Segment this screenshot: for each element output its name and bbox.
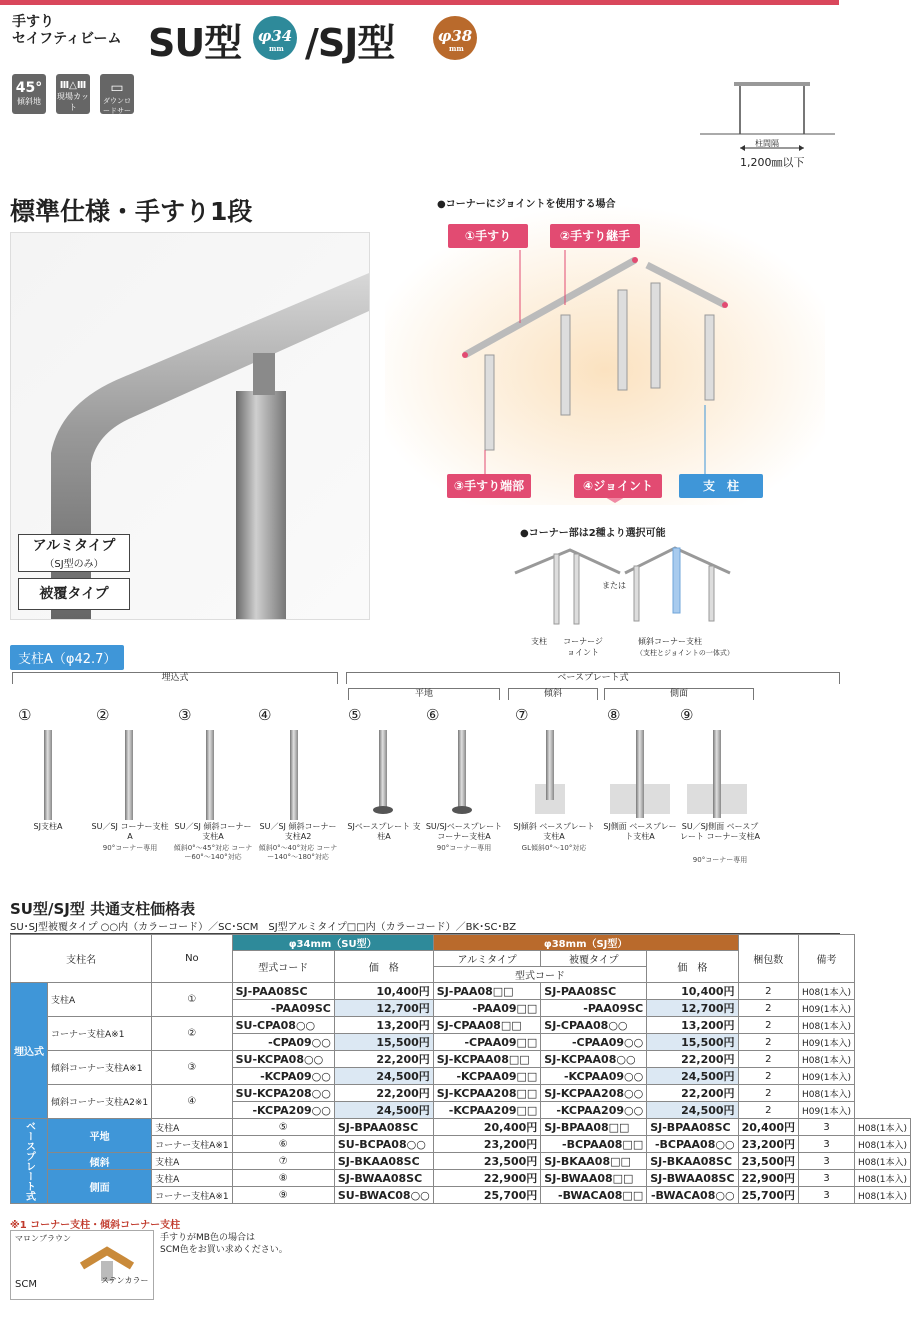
row-name: 支柱A bbox=[152, 1170, 232, 1187]
su-code: SU-KCPA08○○ bbox=[232, 1051, 334, 1068]
su-code: SJ-BWAA08SC bbox=[334, 1170, 433, 1187]
pack-count: 3 bbox=[799, 1119, 855, 1136]
alumi-type-sub: （SJ型のみ） bbox=[44, 559, 104, 570]
label-handrail: ①手すり bbox=[448, 224, 528, 248]
pack-count: 2 bbox=[738, 1017, 798, 1034]
th-sj: φ38mm（SJ型） bbox=[433, 935, 738, 951]
remarks: H09(1本入) bbox=[799, 1068, 855, 1085]
su-price: 23,500円 bbox=[433, 1153, 541, 1170]
post-sub-7: GL傾斜0°～10°対応 bbox=[521, 844, 587, 852]
su-code: SJ-BKAA08SC bbox=[334, 1153, 433, 1170]
sj-price: 12,700円 bbox=[647, 1000, 738, 1017]
sj-cover-code: -CPAA09○○ bbox=[541, 1034, 647, 1051]
sj-price: 20,400円 bbox=[738, 1119, 798, 1136]
row-no: ⑥ bbox=[232, 1136, 334, 1153]
post-name-4: SU／SJ 傾斜コーナー支柱A2 bbox=[259, 822, 337, 841]
sj-alumi-code: SJ-BWAA08□□ bbox=[541, 1170, 647, 1187]
pack-count: 3 bbox=[799, 1153, 855, 1170]
post-no-8: ⑧ bbox=[607, 706, 621, 724]
su-code: SU-BCPA08○○ bbox=[334, 1136, 433, 1153]
sj-alumi-code: SJ-BPAA08□□ bbox=[541, 1119, 647, 1136]
top-accent-bar bbox=[0, 0, 839, 5]
post-name-7: SJ傾斜 ベースプレート支柱A bbox=[513, 822, 595, 841]
sj-price: 10,400円 bbox=[647, 983, 738, 1000]
alumi-type-tag bbox=[18, 534, 130, 572]
sj-diameter-badge bbox=[433, 16, 477, 60]
th-alumi: アルミタイプ bbox=[433, 951, 541, 967]
slope-icon bbox=[12, 74, 46, 114]
remarks: H09(1本入) bbox=[799, 1034, 855, 1051]
sj-alumi-code: SJ-BKAA08□□ bbox=[541, 1153, 647, 1170]
post-name-8: SJ側面 ベースプレート支柱A bbox=[603, 822, 677, 841]
remarks: H08(1本入) bbox=[799, 1085, 855, 1102]
row-no: ⑧ bbox=[232, 1170, 334, 1187]
sj-price: 22,900円 bbox=[738, 1170, 798, 1187]
su-code: SU-BWAC08○○ bbox=[334, 1187, 433, 1204]
post-sub-6: 90°コーナー専用 bbox=[436, 844, 492, 852]
price-table bbox=[10, 934, 911, 1204]
sj-alumi-code: SJ-PAA08□□ bbox=[433, 983, 541, 1000]
site-cut-icon-label: 現場カット bbox=[57, 92, 89, 112]
group-umekomi: 埋込式 bbox=[12, 672, 338, 684]
row-no: ⑤ bbox=[232, 1119, 334, 1136]
post-no-4: ④ bbox=[258, 706, 272, 724]
su-unit: mm bbox=[269, 44, 284, 53]
post-no-7: ⑦ bbox=[515, 706, 529, 724]
price-table-title: SU型/SJ型 共通支柱価格表 bbox=[10, 900, 196, 918]
th-cover: 被覆タイプ bbox=[541, 951, 647, 967]
span-value: 1,200㎜以下 bbox=[740, 156, 805, 169]
sj-alumi-code: -PAA09□□ bbox=[433, 1000, 541, 1017]
sj-cover-code: SJ-KCPAA08○○ bbox=[541, 1051, 647, 1068]
slope-icon-label: 傾斜地 bbox=[17, 97, 41, 106]
post-sub-3: 傾斜0°～45°対応 コーナー60°～140°対応 bbox=[173, 844, 253, 861]
sj-cover-code: -KCPAA209○○ bbox=[541, 1102, 647, 1119]
su-type-title: SU型 bbox=[148, 21, 242, 65]
sj-cover-code: SJ-BKAA08SC bbox=[647, 1153, 738, 1170]
row-name: 支柱A bbox=[152, 1153, 232, 1170]
footnote-title: ※1 コーナー支柱・傾斜コーナー支柱 bbox=[10, 1220, 181, 1231]
row-name: コーナー支柱A※1 bbox=[152, 1187, 232, 1204]
th-name: 支柱名 bbox=[11, 935, 152, 983]
post-section-badge: 支柱A（φ42.7） bbox=[10, 645, 124, 670]
sj-alumi-code: -BWACA08□□ bbox=[541, 1187, 647, 1204]
sj-price: 22,200円 bbox=[647, 1085, 738, 1102]
th-su: φ34mm（SU型） bbox=[232, 935, 433, 951]
su-dia: φ34 bbox=[257, 27, 293, 45]
pack-count: 3 bbox=[799, 1170, 855, 1187]
sj-price: 24,500円 bbox=[647, 1068, 738, 1085]
su-code: SJ-PAA08SC bbox=[232, 983, 334, 1000]
pack-count: 2 bbox=[738, 983, 798, 1000]
su-code: SJ-BPAA08SC bbox=[334, 1119, 433, 1136]
table-row bbox=[11, 983, 911, 1000]
group-flat: 平地 bbox=[348, 688, 500, 700]
pack-count: 3 bbox=[799, 1187, 855, 1204]
post-name-1: SJ支柱A bbox=[33, 822, 63, 831]
su-price: 15,500円 bbox=[334, 1034, 433, 1051]
sj-cover-code: -BWACA08○○ bbox=[647, 1187, 738, 1204]
row-name: 支柱A bbox=[48, 983, 152, 1017]
th-code: 型式コード bbox=[232, 951, 334, 983]
post-no-2: ② bbox=[96, 706, 110, 724]
subgroup-cell-slope: 傾斜 bbox=[48, 1153, 152, 1170]
sj-alumi-code: SJ-KCPAA208□□ bbox=[433, 1085, 541, 1102]
site-cut-icon bbox=[56, 74, 90, 114]
su-price: 20,400円 bbox=[433, 1119, 541, 1136]
post-sub-9: 90°コーナー専用 bbox=[692, 856, 748, 864]
sj-alumi-code: -KCPAA09□□ bbox=[433, 1068, 541, 1085]
post-no-5: ⑤ bbox=[348, 706, 362, 724]
label-handrail-joint: ②手すり継手 bbox=[550, 224, 640, 248]
label-post: 支 柱 bbox=[679, 474, 763, 498]
sj-price: 23,200円 bbox=[738, 1136, 798, 1153]
row-no: ⑨ bbox=[232, 1187, 334, 1204]
label-joint: ④ジョイント bbox=[574, 474, 662, 498]
pack-count: 2 bbox=[738, 1102, 798, 1119]
section-title: 標準仕様・手すり1段 bbox=[10, 197, 253, 226]
remarks: H08(1本入) bbox=[854, 1170, 910, 1187]
table-head-row-1 bbox=[11, 935, 911, 951]
title-line1: 手すり bbox=[12, 14, 54, 30]
remarks: H08(1本入) bbox=[799, 983, 855, 1000]
su-price: 22,200円 bbox=[334, 1051, 433, 1068]
su-code: SU-KCPA208○○ bbox=[232, 1085, 334, 1102]
su-price: 10,400円 bbox=[334, 983, 433, 1000]
su-price: 22,200円 bbox=[334, 1085, 433, 1102]
sj-alumi-code: -BCPAA08□□ bbox=[541, 1136, 647, 1153]
remarks: H08(1本入) bbox=[799, 1051, 855, 1068]
group-slope: 傾斜 bbox=[508, 688, 598, 700]
su-price: 12,700円 bbox=[334, 1000, 433, 1017]
table-row bbox=[11, 1085, 911, 1102]
footnote-stain: ステンカラー bbox=[101, 1276, 149, 1285]
su-code: -PAA09SC bbox=[232, 1000, 334, 1017]
group-cell-base: ベースプレート式 bbox=[11, 1119, 48, 1204]
su-code: -KCPA09○○ bbox=[232, 1068, 334, 1085]
pack-count: 2 bbox=[738, 1000, 798, 1017]
group-base: ベースプレート式 bbox=[346, 672, 840, 684]
cover-type-tag: 被覆タイプ bbox=[18, 578, 130, 610]
sj-cover-code: -PAA09SC bbox=[541, 1000, 647, 1017]
post-sub-4: 傾斜0°～40°対応 コーナー140°～180°対応 bbox=[258, 844, 338, 861]
download-icon-main: ▭ bbox=[110, 80, 124, 96]
su-price: 22,900円 bbox=[433, 1170, 541, 1187]
sj-price: 24,500円 bbox=[647, 1102, 738, 1119]
sj-alumi-code: -CPAA09□□ bbox=[433, 1034, 541, 1051]
table-row bbox=[11, 1051, 911, 1068]
row-name: コーナー支柱A※1 bbox=[152, 1136, 232, 1153]
sj-alumi-code: SJ-KCPAA08□□ bbox=[433, 1051, 541, 1068]
corner-diagram bbox=[385, 205, 825, 505]
remarks: H08(1本入) bbox=[854, 1153, 910, 1170]
su-diameter-badge bbox=[253, 16, 297, 60]
download-icon-label: ダウンロードサービス bbox=[103, 97, 131, 125]
sj-type-title: /SJ型 bbox=[305, 21, 395, 65]
sj-cover-code: SJ-CPAA08○○ bbox=[541, 1017, 647, 1034]
diagram-note-top: ●コーナーにジョイントを使用する場合 bbox=[437, 199, 616, 210]
sj-price: 15,500円 bbox=[647, 1034, 738, 1051]
su-price: 13,200円 bbox=[334, 1017, 433, 1034]
post-no-1: ① bbox=[18, 706, 32, 724]
remarks: H08(1本入) bbox=[854, 1136, 910, 1153]
left-joint-label: コーナージョイント bbox=[563, 637, 603, 657]
sj-dia: φ38 bbox=[437, 27, 473, 45]
post-no-6: ⑥ bbox=[426, 706, 440, 724]
post-numbers bbox=[10, 706, 770, 726]
su-code: SU-CPA08○○ bbox=[232, 1017, 334, 1034]
or-label: または bbox=[602, 581, 626, 590]
left-post-label: 支柱 bbox=[531, 637, 547, 646]
group-side: 側面 bbox=[604, 688, 754, 700]
download-icon bbox=[100, 74, 134, 125]
price-table-legend: SU･SJ型被覆タイプ ○○内（カラーコード）／SC･SCM SJ型アルミタイプ□□内（カラーコード）／BK･SC･BZ bbox=[10, 918, 840, 934]
post-name-5: SJベースプレート 支柱A bbox=[347, 822, 421, 841]
pack-count: 2 bbox=[738, 1034, 798, 1051]
label-handrail-end: ③手すり端部 bbox=[447, 474, 531, 498]
subgroup-cell-flat: 平地 bbox=[48, 1119, 152, 1153]
su-price: 25,700円 bbox=[433, 1187, 541, 1204]
remarks: H08(1本入) bbox=[854, 1119, 910, 1136]
post-no-3: ③ bbox=[178, 706, 192, 724]
row-no: ① bbox=[152, 983, 232, 1017]
footnote-note2: SCM色をお買い求めください。 bbox=[160, 1245, 288, 1255]
table-row bbox=[11, 1017, 911, 1034]
sj-cover-code: SJ-BPAA08SC bbox=[647, 1119, 738, 1136]
right-post-label: 傾斜コーナー支柱 bbox=[638, 637, 702, 646]
pack-count: 2 bbox=[738, 1068, 798, 1085]
remarks: H08(1本入) bbox=[854, 1187, 910, 1204]
sj-cover-code: -KCPAA09○○ bbox=[541, 1068, 647, 1085]
sj-alumi-code: SJ-CPAA08□□ bbox=[433, 1017, 541, 1034]
sj-unit: mm bbox=[449, 44, 464, 53]
post-name-3: SU／SJ 傾斜コーナー支柱A bbox=[174, 822, 252, 841]
su-code: -CPA09○○ bbox=[232, 1034, 334, 1051]
row-name: 支柱A bbox=[152, 1119, 232, 1136]
su-price: 23,200円 bbox=[433, 1136, 541, 1153]
table-row bbox=[11, 1170, 911, 1187]
table-row bbox=[11, 1119, 911, 1136]
remarks: H09(1本入) bbox=[799, 1000, 855, 1017]
span-label: 柱間隔 bbox=[755, 139, 779, 148]
post-name-9: SU／SJ側面 ベースプレート コーナー支柱A bbox=[680, 822, 761, 841]
title-line2: セイフティビーム bbox=[12, 31, 122, 47]
row-no: ③ bbox=[152, 1051, 232, 1085]
row-name: コーナー支柱A※1 bbox=[48, 1017, 152, 1051]
su-code: -KCPA209○○ bbox=[232, 1102, 334, 1119]
site-cut-icon-main: Ⅲ△Ⅲ bbox=[59, 80, 87, 91]
table-body bbox=[11, 983, 911, 1204]
subgroup-cell-side: 側面 bbox=[48, 1170, 152, 1204]
corner-note: ●コーナー部は2種より選択可能 bbox=[520, 528, 666, 539]
footnote-scm: SCM bbox=[15, 1279, 37, 1290]
post-name-6: SU/SJベースプレート コーナー支柱A bbox=[425, 822, 503, 841]
remarks: H08(1本入) bbox=[799, 1017, 855, 1034]
sj-price: 22,200円 bbox=[647, 1051, 738, 1068]
sj-cover-code: SJ-KCPAA208○○ bbox=[541, 1085, 647, 1102]
row-no: ② bbox=[152, 1017, 232, 1051]
su-price: 24,500円 bbox=[334, 1068, 433, 1085]
row-name: 傾斜コーナー支柱A※1 bbox=[48, 1051, 152, 1085]
alumi-type-label: アルミタイプ bbox=[32, 538, 116, 554]
sj-price: 13,200円 bbox=[647, 1017, 738, 1034]
right-post-sub: （支柱とジョイントの一体式） bbox=[636, 649, 734, 657]
footnote-image bbox=[10, 1230, 154, 1300]
row-no: ④ bbox=[152, 1085, 232, 1119]
pack-count: 2 bbox=[738, 1051, 798, 1068]
footnote-note1: 手すりがMB色の場合は bbox=[160, 1233, 255, 1243]
sj-alumi-code: -KCPAA209□□ bbox=[433, 1102, 541, 1119]
th-price: 価 格 bbox=[334, 951, 433, 983]
post-no-9: ⑨ bbox=[680, 706, 694, 724]
th-sjcode: 型式コード bbox=[433, 967, 646, 983]
su-price: 24,500円 bbox=[334, 1102, 433, 1119]
post-name-2: SU／SJ コーナー支柱A bbox=[91, 822, 169, 841]
sj-cover-code: SJ-PAA08SC bbox=[541, 983, 647, 1000]
sj-cover-code: -BCPAA08○○ bbox=[647, 1136, 738, 1153]
table-row bbox=[11, 1153, 911, 1170]
th-sjprice: 価 格 bbox=[647, 951, 738, 983]
pack-count: 2 bbox=[738, 1085, 798, 1102]
group-cell-umekomi: 埋込式 bbox=[11, 983, 48, 1119]
remarks: H09(1本入) bbox=[799, 1102, 855, 1119]
footnote-color: マロンブラウン bbox=[15, 1234, 71, 1243]
row-no: ⑦ bbox=[232, 1153, 334, 1170]
sj-price: 23,500円 bbox=[738, 1153, 798, 1170]
product-category bbox=[12, 14, 121, 48]
th-pack: 梱包数 bbox=[738, 935, 798, 983]
post-sub-2: 90°コーナー専用 bbox=[102, 844, 158, 852]
sj-cover-code: SJ-BWAA08SC bbox=[647, 1170, 738, 1187]
th-remarks: 備考 bbox=[799, 935, 855, 983]
th-no: No bbox=[152, 935, 232, 983]
slope-icon-main: 45° bbox=[15, 80, 43, 96]
pack-count: 3 bbox=[799, 1136, 855, 1153]
row-name: 傾斜コーナー支柱A2※1 bbox=[48, 1085, 152, 1119]
sj-price: 25,700円 bbox=[738, 1187, 798, 1204]
